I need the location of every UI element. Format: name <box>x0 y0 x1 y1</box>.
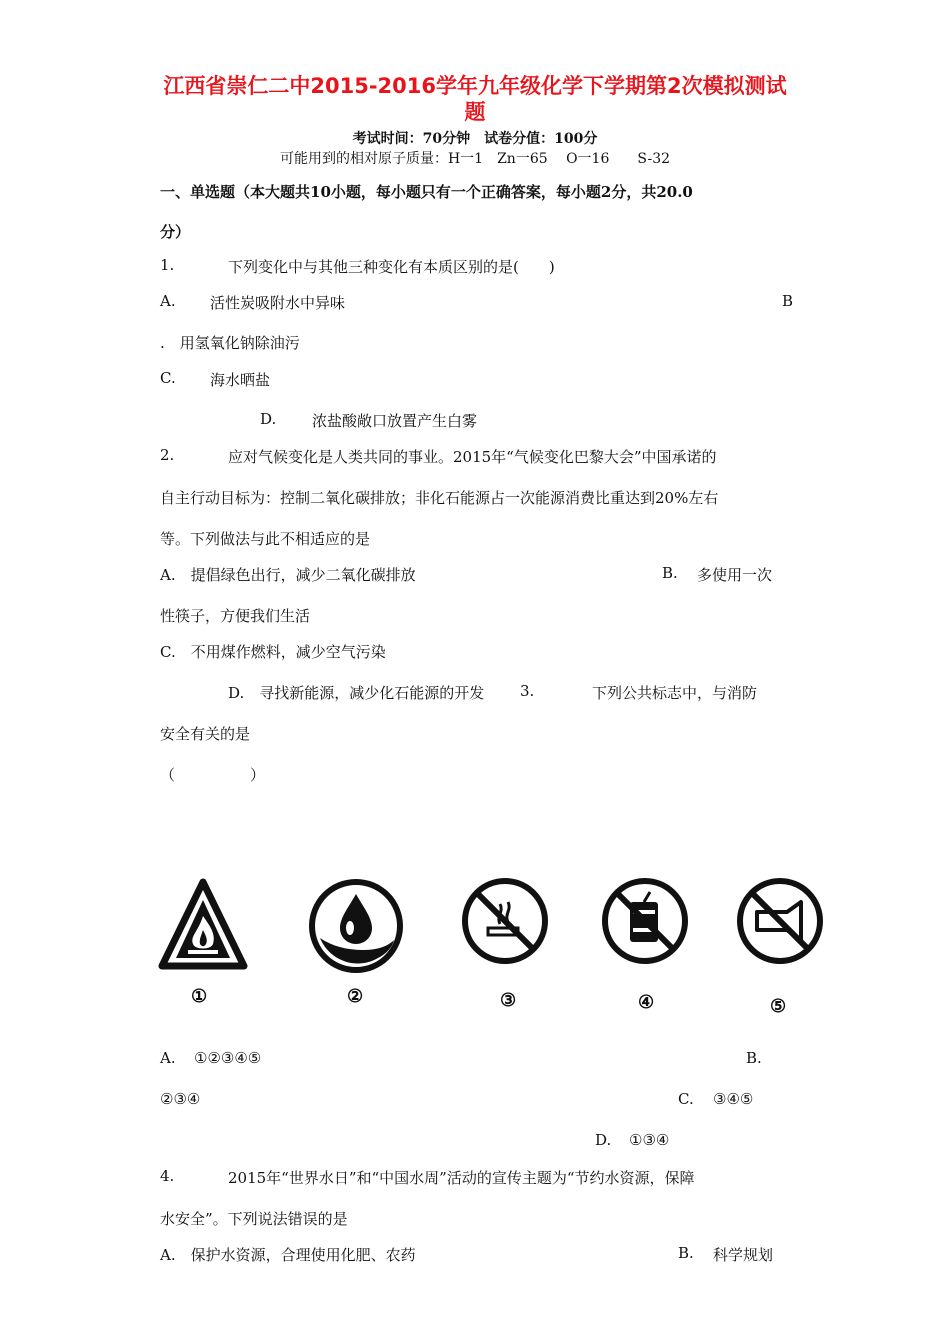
q3-option-c-label: C. <box>678 1090 694 1108</box>
q3-stem-line-1: 下列公共标志中，与消防 <box>592 684 758 702</box>
q1-option-b-label: B <box>782 292 794 310</box>
no-fireworks-sign-icon <box>600 876 690 966</box>
q3-option-c-text: ③④⑤ <box>713 1090 754 1108</box>
q3-option-d-label: D. <box>595 1131 612 1149</box>
q1-option-c-label: C. <box>160 369 176 387</box>
q1-option-d-label: D. <box>260 410 277 428</box>
q4-option-a: A. 保护水资源，合理使用化肥、农药 <box>160 1246 416 1264</box>
q2-stem-line-1: 应对气候变化是人类共同的事业。2015年“气候变化巴黎大会”中国承诺的 <box>228 448 717 466</box>
q2-option-a: A. 提倡绿色出行，减少二氧化碳排放 <box>160 566 416 584</box>
q4-stem-line-2: 水安全”。下列说法错误的是 <box>160 1210 348 1228</box>
q2-stem-line-3: 等。下列做法与此不相适应的是 <box>160 530 371 548</box>
q3-number: 3. <box>520 682 535 700</box>
q4-number: 4. <box>160 1167 175 1185</box>
q1-option-c-text: 海水晒盐 <box>210 371 271 389</box>
q2-number: 2. <box>160 446 175 464</box>
q2-option-b-continued: 性筷子，方便我们生活 <box>160 607 311 625</box>
q4-option-b-text: 科学规划 <box>713 1246 774 1264</box>
exam-info: 考试时间：70分钟 试卷分值：100分 <box>352 131 598 147</box>
q1-option-a-label: A. <box>160 292 176 310</box>
q2-option-b-label: B. <box>662 564 678 582</box>
sign-5-label: ⑤ <box>770 996 787 1017</box>
atomic-masses: 可能用到的相对原子质量：H一1 Zn一65 O一16 S-32 <box>279 151 671 167</box>
q4-option-b-label: B. <box>678 1244 694 1262</box>
q2-option-c: C. 不用煤作燃料，减少空气污染 <box>160 643 386 661</box>
fire-warning-sign-icon <box>158 876 248 972</box>
q3-option-b-label: B. <box>746 1049 762 1067</box>
sign-4-label: ④ <box>638 992 655 1013</box>
q3-stem-line-2: 安全有关的是 <box>160 725 251 743</box>
document-title-line-1: 江西省崇仁二中2015-2016学年九年级化学下学期第2次模拟测试 <box>163 74 787 98</box>
section-heading-line-2: 分） <box>160 223 191 241</box>
q3-option-b-text: ②③④ <box>160 1090 201 1108</box>
q3-option-d-text: ①③④ <box>629 1131 670 1149</box>
sign-1-label: ① <box>191 986 208 1007</box>
q2-option-d: D. 寻找新能源，减少化石能源的开发 <box>228 684 485 702</box>
sign-2-label: ② <box>347 986 364 1007</box>
sign-3-label: ③ <box>500 990 517 1011</box>
water-saving-sign-icon <box>306 876 406 976</box>
document-title-line-2: 题 <box>464 100 486 124</box>
q4-stem-line-1: 2015年“世界水日”和“中国水周”活动的宣传主题为“节约水资源，保障 <box>228 1169 695 1187</box>
q1-number: 1. <box>160 256 175 274</box>
q3-answer-paren: （ ） <box>160 766 266 784</box>
q1-stem: 下列变化中与其他三种变化有本质区别的是( ) <box>228 258 555 276</box>
q1-option-b-text: . 用氢氧化钠除油污 <box>160 334 300 352</box>
q2-stem-line-2: 自主行动目标为：控制二氧化碳排放；非化石能源占一次能源消费比重达到20%左右 <box>160 489 719 507</box>
no-smoking-sign-icon <box>460 876 550 966</box>
q3-option-a-label: A. <box>160 1049 176 1067</box>
q2-option-b-text: 多使用一次 <box>697 566 773 584</box>
no-honking-sign-icon <box>735 876 825 966</box>
q1-option-a-text: 活性炭吸附水中异味 <box>210 294 346 312</box>
q1-option-d-text: 浓盐酸敞口放置产生白雾 <box>312 412 478 430</box>
q3-option-a-text: ①②③④⑤ <box>194 1049 262 1067</box>
section-heading-line-1: 一、单选题（本大题共10小题，每小题只有一个正确答案，每小题2分，共20.0 <box>160 183 693 201</box>
